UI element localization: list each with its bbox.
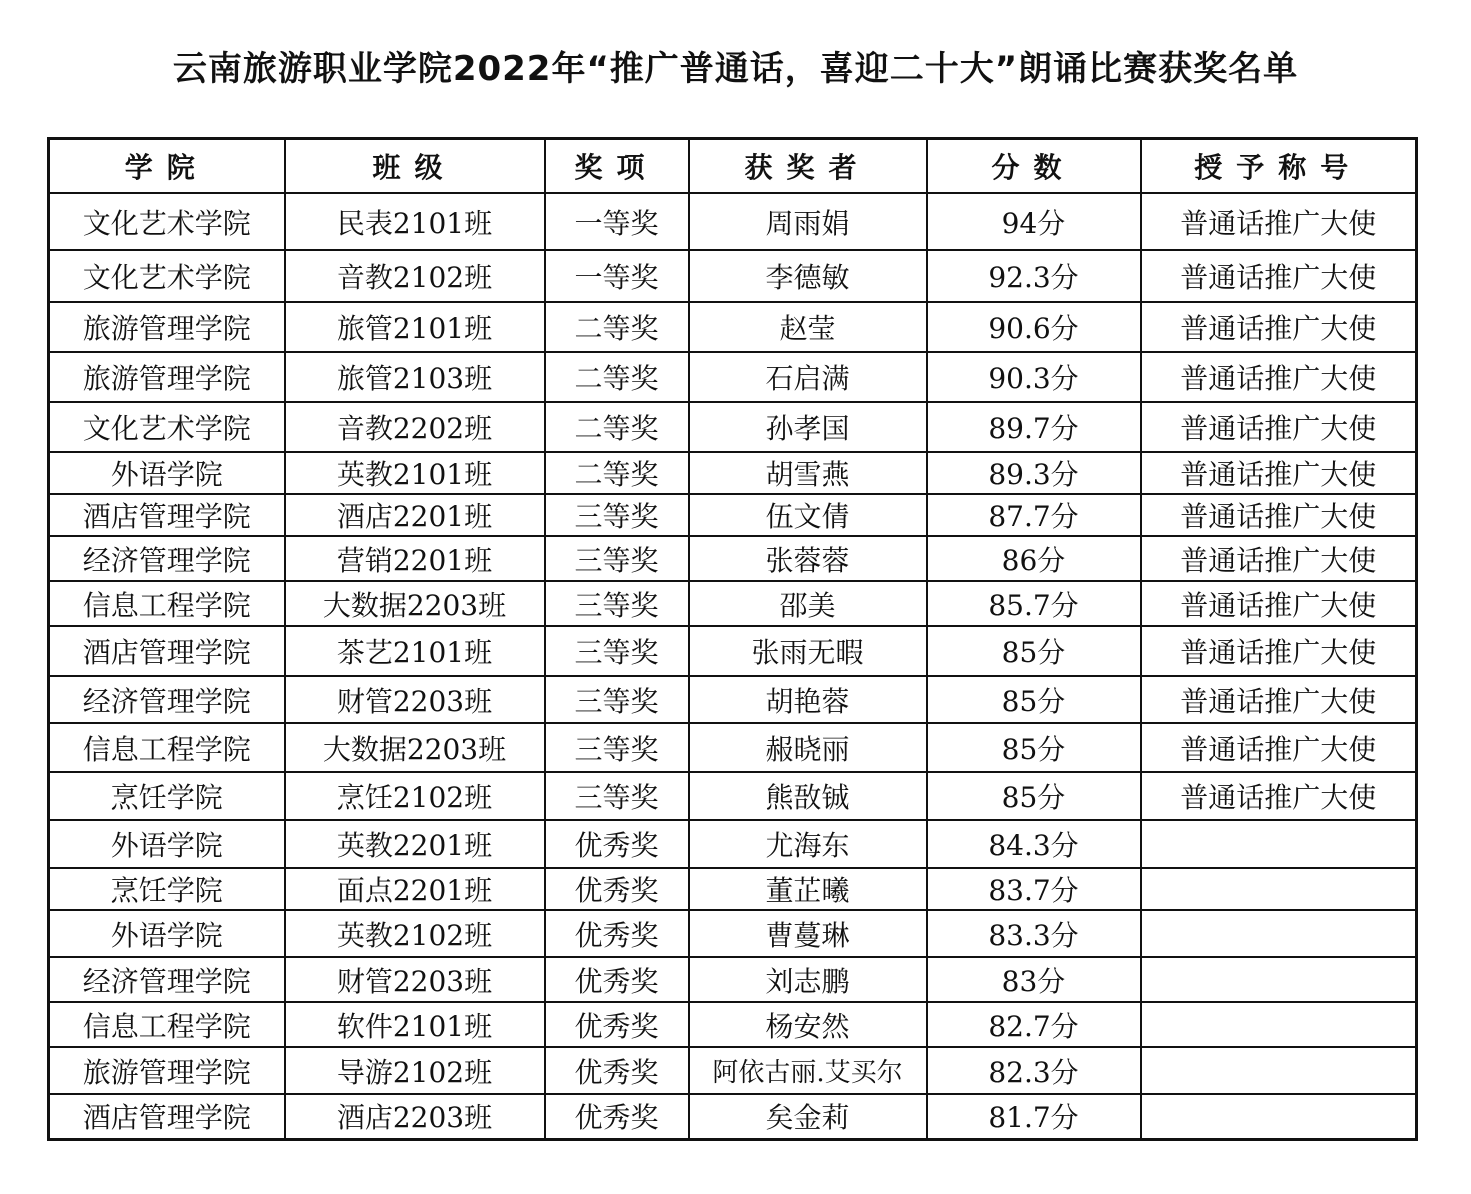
table-row (49, 626, 1417, 676)
table-row (49, 193, 1417, 250)
honor-cell (1141, 1094, 1417, 1139)
award-cell: 三等奖 (545, 723, 689, 772)
score-cell: 90.6分 (927, 302, 1141, 352)
score-cell: 83分 (927, 957, 1141, 1002)
score-cell: 92.3分 (927, 250, 1141, 302)
table-row (49, 1094, 1417, 1139)
class-cell: 导游2102班 (285, 1047, 545, 1094)
winner-cell: 孙孝国 (689, 402, 927, 452)
score-cell: 90.3分 (927, 352, 1141, 402)
score-cell: 86分 (927, 536, 1141, 581)
winner-cell: 石启满 (689, 352, 927, 402)
class-cell: 软件2101班 (285, 1002, 545, 1047)
college-cell: 烹饪学院 (49, 772, 285, 820)
table-body (49, 193, 1417, 1139)
college-cell: 旅游管理学院 (49, 302, 285, 352)
college-cell: 外语学院 (49, 452, 285, 494)
score-cell: 83.3分 (927, 910, 1141, 957)
class-cell: 酒店2203班 (285, 1094, 545, 1139)
honor-cell: 普通话推广大使 (1141, 494, 1417, 536)
class-cell: 大数据2203班 (285, 723, 545, 772)
college-cell: 烹饪学院 (49, 868, 285, 910)
winner-cell: 李德敏 (689, 250, 927, 302)
table-row (49, 1002, 1417, 1047)
class-cell: 旅管2101班 (285, 302, 545, 352)
class-cell: 面点2201班 (285, 868, 545, 910)
class-cell: 酒店2201班 (285, 494, 545, 536)
table-row (49, 676, 1417, 723)
honor-cell: 普通话推广大使 (1141, 626, 1417, 676)
honor-cell: 普通话推广大使 (1141, 402, 1417, 452)
score-cell: 81.7分 (927, 1094, 1141, 1139)
column-header-award: 奖项 (545, 139, 689, 194)
honor-cell: 普通话推广大使 (1141, 676, 1417, 723)
honor-cell: 普通话推广大使 (1141, 302, 1417, 352)
table-row (49, 820, 1417, 868)
winner-cell: 尤海东 (689, 820, 927, 868)
class-cell: 音教2102班 (285, 250, 545, 302)
score-cell: 94分 (927, 193, 1141, 250)
college-cell: 酒店管理学院 (49, 494, 285, 536)
winner-cell: 张雨无暇 (689, 626, 927, 676)
score-cell: 83.7分 (927, 868, 1141, 910)
table-row (49, 352, 1417, 402)
college-cell: 旅游管理学院 (49, 1047, 285, 1094)
winner-cell: 胡雪燕 (689, 452, 927, 494)
award-cell: 三等奖 (545, 536, 689, 581)
award-cell: 三等奖 (545, 676, 689, 723)
award-cell: 三等奖 (545, 494, 689, 536)
table-row (49, 250, 1417, 302)
score-cell: 85分 (927, 772, 1141, 820)
column-header-winner: 获奖者 (689, 139, 927, 194)
table-row (49, 772, 1417, 820)
honor-cell: 普通话推广大使 (1141, 193, 1417, 250)
award-table (47, 137, 1418, 1141)
score-cell: 87.7分 (927, 494, 1141, 536)
award-cell: 三等奖 (545, 581, 689, 626)
college-cell: 文化艺术学院 (49, 402, 285, 452)
table-row (49, 868, 1417, 910)
college-cell: 酒店管理学院 (49, 626, 285, 676)
table-row (49, 536, 1417, 581)
table-row (49, 302, 1417, 352)
award-cell: 优秀奖 (545, 910, 689, 957)
honor-cell (1141, 1002, 1417, 1047)
winner-cell: 曹蔓琳 (689, 910, 927, 957)
award-cell: 优秀奖 (545, 957, 689, 1002)
honor-cell (1141, 957, 1417, 1002)
honor-cell (1141, 910, 1417, 957)
college-cell: 经济管理学院 (49, 957, 285, 1002)
award-cell: 二等奖 (545, 452, 689, 494)
table-header-row (49, 139, 1417, 194)
winner-cell: 阿依古丽.艾买尔 (689, 1047, 927, 1094)
score-cell: 89.7分 (927, 402, 1141, 452)
class-cell: 营销2201班 (285, 536, 545, 581)
award-cell: 一等奖 (545, 250, 689, 302)
honor-cell: 普通话推广大使 (1141, 581, 1417, 626)
honor-cell: 普通话推广大使 (1141, 772, 1417, 820)
class-cell: 英教2102班 (285, 910, 545, 957)
honor-cell: 普通话推广大使 (1141, 250, 1417, 302)
table-row (49, 581, 1417, 626)
score-cell: 82.3分 (927, 1047, 1141, 1094)
honor-cell: 普通话推广大使 (1141, 723, 1417, 772)
winner-cell: 矣金莉 (689, 1094, 927, 1139)
class-cell: 财管2203班 (285, 957, 545, 1002)
college-cell: 信息工程学院 (49, 1002, 285, 1047)
table-row (49, 910, 1417, 957)
college-cell: 外语学院 (49, 820, 285, 868)
award-cell: 二等奖 (545, 352, 689, 402)
honor-cell: 普通话推广大使 (1141, 452, 1417, 494)
score-cell: 89.3分 (927, 452, 1141, 494)
table-row (49, 723, 1417, 772)
class-cell: 英教2201班 (285, 820, 545, 868)
award-cell: 一等奖 (545, 193, 689, 250)
table-row (49, 402, 1417, 452)
winner-cell: 董芷曦 (689, 868, 927, 910)
college-cell: 文化艺术学院 (49, 193, 285, 250)
award-cell: 二等奖 (545, 402, 689, 452)
table-row (49, 1047, 1417, 1094)
score-cell: 85.7分 (927, 581, 1141, 626)
class-cell: 茶艺2101班 (285, 626, 545, 676)
winner-cell: 杨安然 (689, 1002, 927, 1047)
honor-cell (1141, 1047, 1417, 1094)
winner-cell: 伍文倩 (689, 494, 927, 536)
score-cell: 85分 (927, 626, 1141, 676)
class-cell: 英教2101班 (285, 452, 545, 494)
class-cell: 民表2101班 (285, 193, 545, 250)
column-header-honor: 授予称号 (1141, 139, 1417, 194)
college-cell: 文化艺术学院 (49, 250, 285, 302)
score-cell: 85分 (927, 676, 1141, 723)
college-cell: 酒店管理学院 (49, 1094, 285, 1139)
score-cell: 84.3分 (927, 820, 1141, 868)
class-cell: 大数据2203班 (285, 581, 545, 626)
college-cell: 经济管理学院 (49, 676, 285, 723)
winner-cell: 胡艳蓉 (689, 676, 927, 723)
college-cell: 信息工程学院 (49, 581, 285, 626)
column-header-class: 班级 (285, 139, 545, 194)
winner-cell: 刘志鹏 (689, 957, 927, 1002)
honor-cell: 普通话推广大使 (1141, 536, 1417, 581)
award-cell: 优秀奖 (545, 1047, 689, 1094)
score-cell: 82.7分 (927, 1002, 1141, 1047)
class-cell: 财管2203班 (285, 676, 545, 723)
award-cell: 优秀奖 (545, 1002, 689, 1047)
class-cell: 音教2202班 (285, 402, 545, 452)
class-cell: 烹饪2102班 (285, 772, 545, 820)
honor-cell (1141, 820, 1417, 868)
college-cell: 信息工程学院 (49, 723, 285, 772)
college-cell: 外语学院 (49, 910, 285, 957)
award-cell: 三等奖 (545, 626, 689, 676)
winner-cell: 张蓉蓉 (689, 536, 927, 581)
winner-cell: 赵莹 (689, 302, 927, 352)
honor-cell (1141, 868, 1417, 910)
winner-cell: 熊敔铖 (689, 772, 927, 820)
page-title: 云南旅游职业学院2022年“推广普通话，喜迎二十大”朗诵比赛获奖名单 (172, 49, 1299, 89)
honor-cell: 普通话推广大使 (1141, 352, 1417, 402)
award-cell: 优秀奖 (545, 868, 689, 910)
award-cell: 优秀奖 (545, 1094, 689, 1139)
award-cell: 二等奖 (545, 302, 689, 352)
table-row (49, 452, 1417, 494)
award-cell: 三等奖 (545, 772, 689, 820)
class-cell: 旅管2103班 (285, 352, 545, 402)
winner-cell: 邵美 (689, 581, 927, 626)
score-cell: 85分 (927, 723, 1141, 772)
column-header-college: 学院 (49, 139, 285, 194)
column-header-score: 分数 (927, 139, 1141, 194)
college-cell: 经济管理学院 (49, 536, 285, 581)
winner-cell: 赧晓丽 (689, 723, 927, 772)
college-cell: 旅游管理学院 (49, 352, 285, 402)
award-cell: 优秀奖 (545, 820, 689, 868)
table-row (49, 957, 1417, 1002)
table-row (49, 494, 1417, 536)
winner-cell: 周雨娟 (689, 193, 927, 250)
